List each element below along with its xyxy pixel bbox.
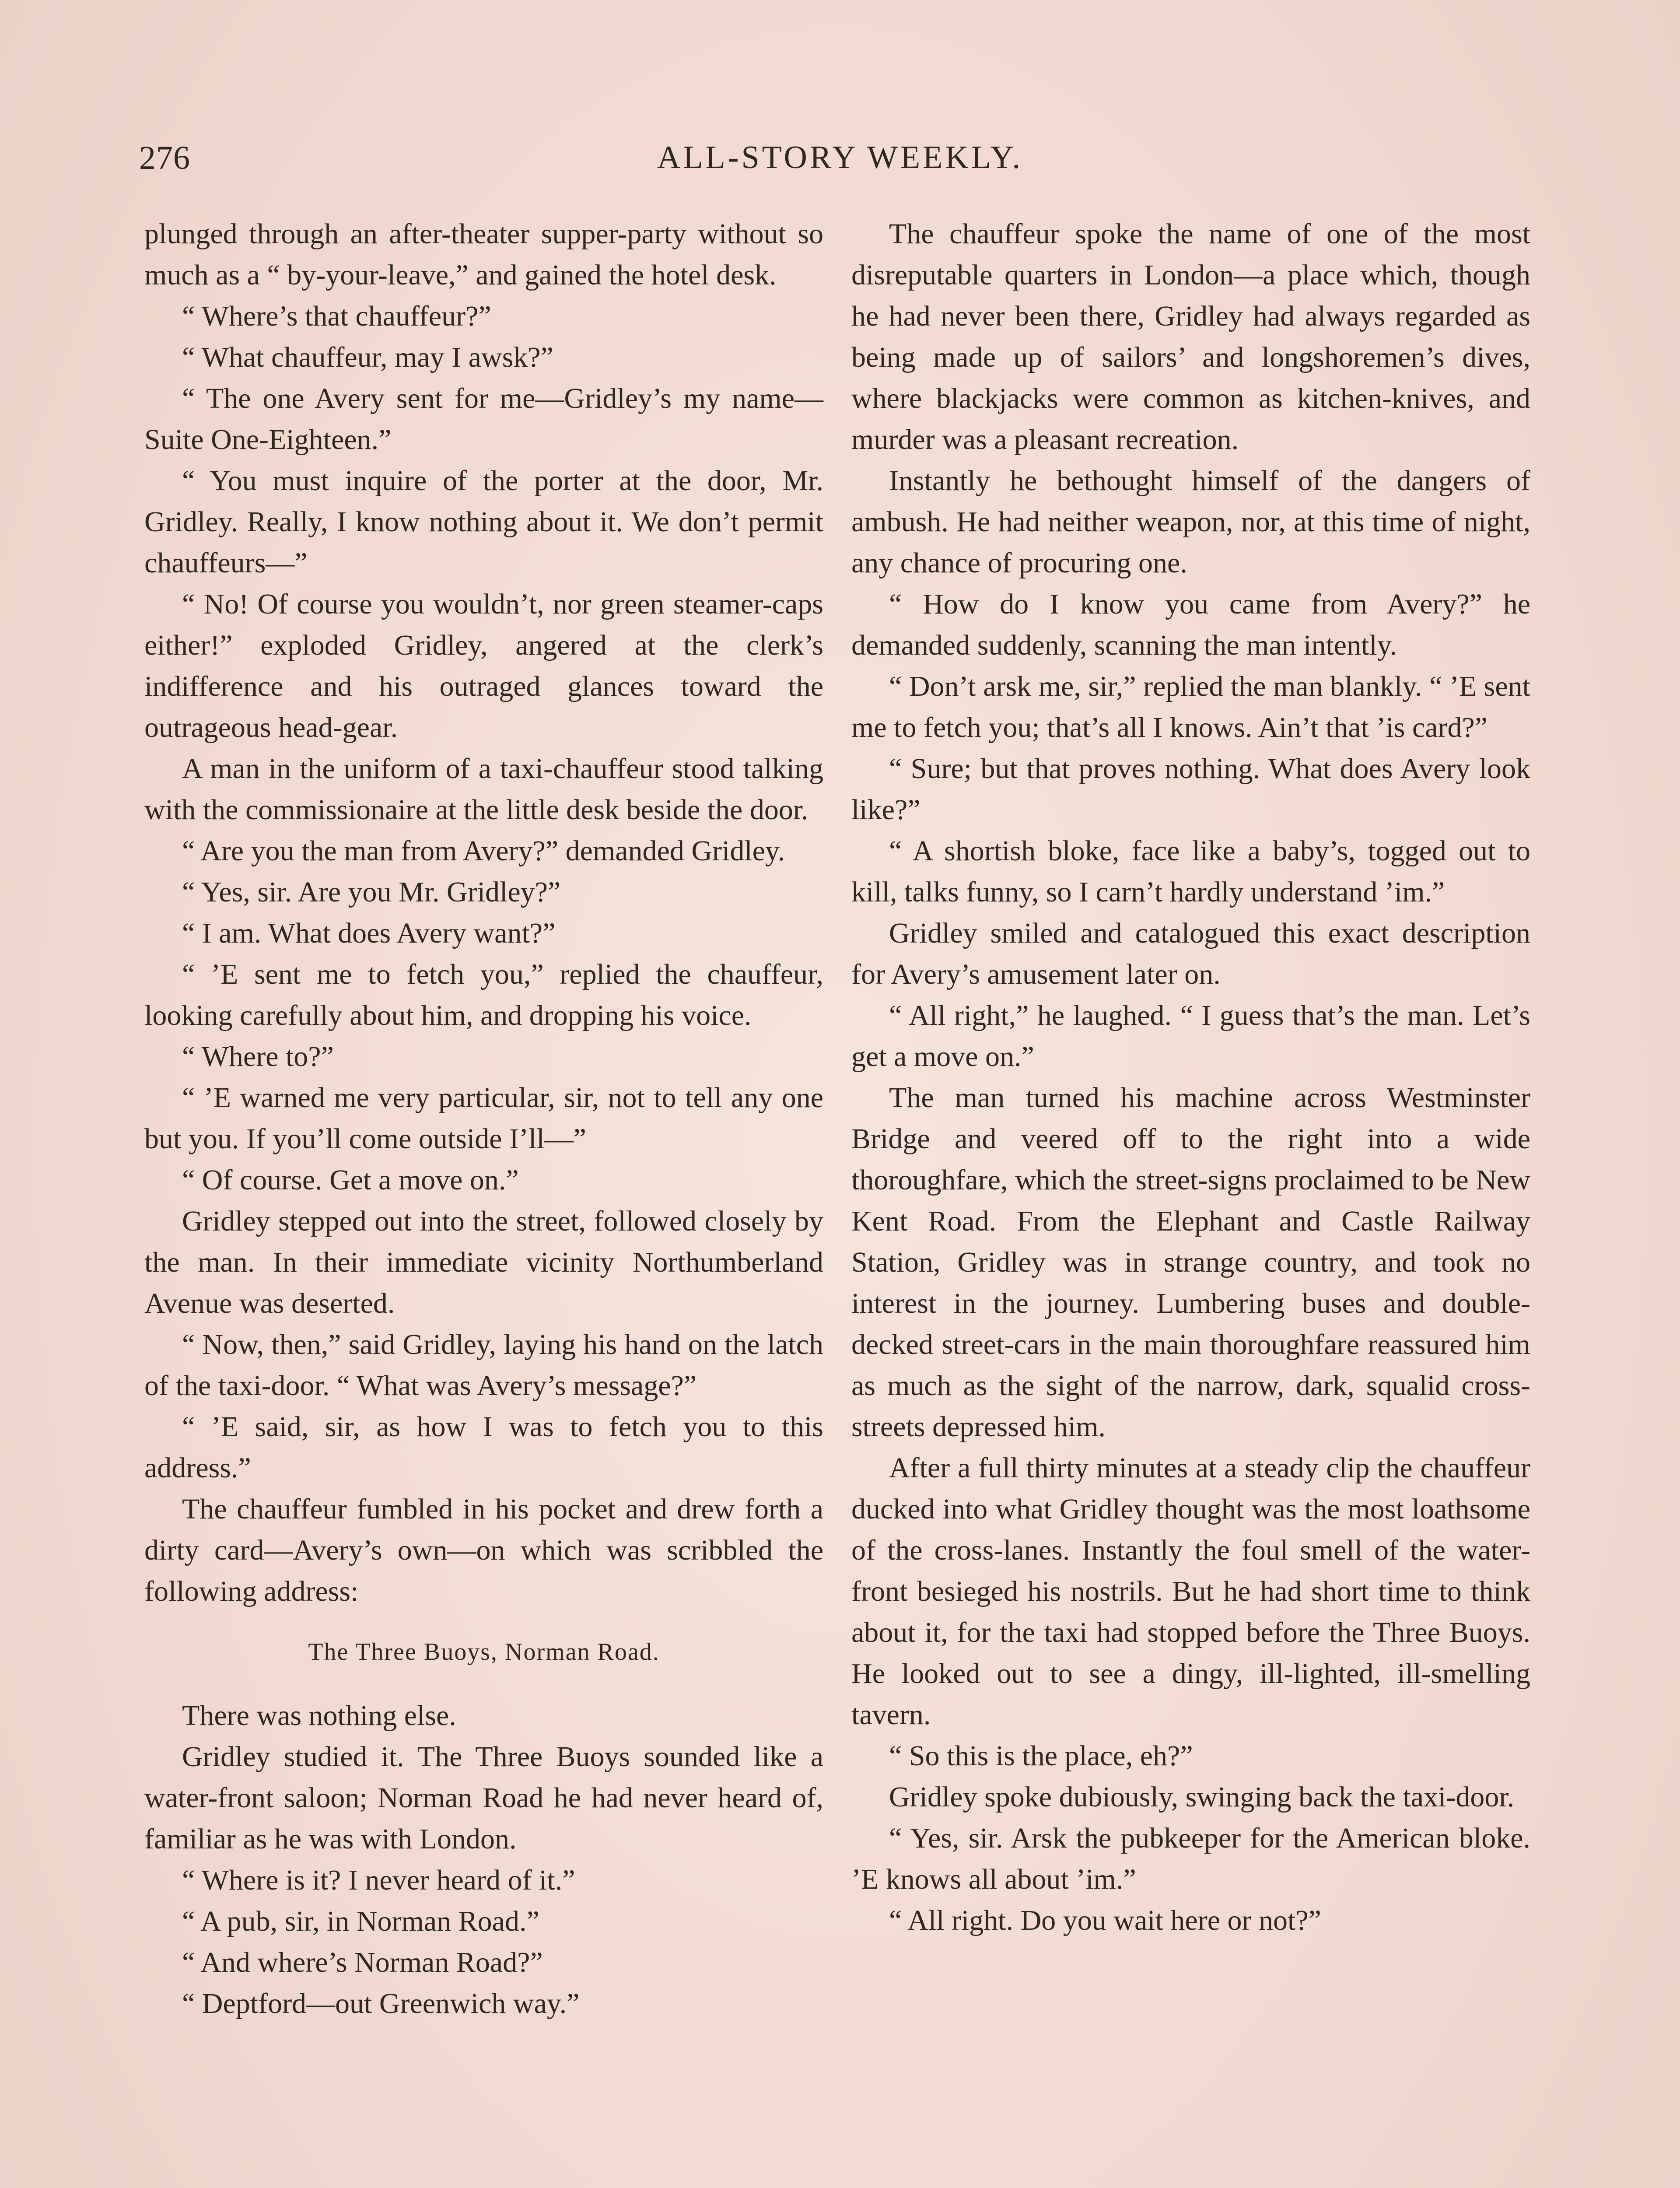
running-head: ALL-STORY WEEKLY. xyxy=(657,140,1023,175)
paragraph: Gridley studied it. The Three Buoys sounded like a water-front saloon; Norman Road he had never heard of, familiar as he was with London. xyxy=(144,1741,823,1855)
paragraph: “ ’E said, sir, as how I was to fetch you to this address.” xyxy=(144,1411,823,1484)
paragraph: “ Where to?” xyxy=(182,1041,334,1073)
paragraph: “ The one Avery sent for me—Gridley’s my name—Suite One-Eighteen.” xyxy=(144,382,823,456)
paragraph: “ A pub, sir, in Norman Road.” xyxy=(182,1905,539,1937)
paragraph: “ All right. Do you wait here or not?” xyxy=(889,1904,1321,1936)
paragraph: “ Are you the man from Avery?” demanded Gridley. xyxy=(182,835,785,867)
card-address: The Three Buoys, Norman Road. xyxy=(308,1638,660,1666)
paragraph: After a full thirty minutes at a steady clip the chauffeur ducked into what Gridley thought was the most loathsome of the cross-lanes. Instantly the foul smell of the water-front besieged his nostrils. But he had short time to think about it, for the taxi had stopped before the Three Buoys. He looked out to see a dingy, ill-lighted, ill-smelling tavern. xyxy=(851,1452,1530,1731)
paragraph: “ Sure; but that proves nothing. What does Avery look like?” xyxy=(851,753,1530,826)
page-number: 276 xyxy=(139,140,190,176)
paragraph: “ Of course. Get a move on.” xyxy=(182,1164,519,1196)
paragraph: “ ’E sent me to fetch you,” replied the chauffeur, looking carefully about him, and dropping his voice. xyxy=(144,958,823,1031)
paragraph: “ A shortish bloke, face like a baby’s, togged out to kill, talks funny, so I carn’t hardly understand ’im.” xyxy=(851,835,1530,908)
paragraph: “ Yes, sir. Arsk the pubkeeper for the American bloke. ’E knows all about ’im.” xyxy=(851,1822,1530,1895)
paragraph: “ Where is it? I never heard of it.” xyxy=(182,1864,575,1896)
paragraph: Gridley smiled and catalogued this exact description for Avery’s amusement later on. xyxy=(851,917,1530,990)
right-column xyxy=(851,214,1530,1941)
paragraph: “ Deptford—out Greenwich way.” xyxy=(182,1988,580,2020)
paragraph: “ ’E warned me very particular, sir, not to tell any one but you. If you’ll come outside I’ll—” xyxy=(144,1082,823,1155)
paragraph: There was nothing else. xyxy=(182,1700,456,1732)
paragraph: Gridley stepped out into the street, followed closely by the man. In their immediate vicinity Northumberland Avenue was deserted. xyxy=(144,1205,823,1319)
paragraph: “ No! Of course you wouldn’t, nor green steamer-caps either!” exploded Gridley, angered at the clerk’s indifference and his outraged glances toward the outrageous head-gear. xyxy=(144,588,823,743)
paragraph: “ Now, then,” said Gridley, laying his hand on the latch of the taxi-door. “ What was Avery’s message?” xyxy=(144,1329,823,1402)
paragraph: Gridley spoke dubiously, swinging back the taxi-door. xyxy=(889,1781,1515,1813)
paragraph: “ How do I know you came from Avery?” he demanded suddenly, scanning the man intently. xyxy=(851,588,1530,661)
paragraph: “ And where’s Norman Road?” xyxy=(182,1946,543,1978)
paragraph: “ You must inquire of the porter at the door, Mr. Gridley. Really, I know nothing about it. We don’t permit chauffeurs—” xyxy=(144,465,823,579)
paragraph: “ Yes, sir. Are you Mr. Gridley?” xyxy=(182,876,561,908)
left-column xyxy=(144,214,823,2024)
paragraph: The chauffeur fumbled in his pocket and drew forth a dirty card—Avery’s own—on which was scribbled the following address: xyxy=(144,1493,823,1607)
paragraph: “ Where’s that chauffeur?” xyxy=(182,300,491,332)
paragraph: The man turned his machine across Westminster Bridge and veered off to the right into a wide thoroughfare, which the street-signs proclaimed to be New Kent Road. From the Elephant and Castle Railway Station, Gridley was in strange country, and took no interest in the journey. Lumbering buses and double-decked street-cars in the main thoroughfare reassured him as much as the sight of the narrow, dark, squalid cross-streets depressed him. xyxy=(851,1082,1530,1443)
paragraph: “ Don’t arsk me, sir,” replied the man blankly. “ ’E sent me to fetch you; that’s all I knows. Ain’t that ’is card?” xyxy=(851,670,1530,743)
paragraph: “ So this is the place, eh?” xyxy=(889,1740,1193,1772)
paragraph: “ What chauffeur, may I awsk?” xyxy=(182,341,553,373)
paragraph: A man in the uniform of a taxi-chauffeur stood talking with the commissionaire at the little desk beside the door. xyxy=(144,753,823,826)
paragraph: plunged through an after-theater supper-party without so much as a “ by-your-leave,” and gained the hotel desk. xyxy=(144,218,823,291)
paragraph: The chauffeur spoke the name of one of the most disreputable quarters in London—a place which, though he had never been there, Gridley had always regarded as being made up of sailors’ and longshoremen’s dives, where blackjacks were common as kitchen-knives, and murder was a pleasant recreation. xyxy=(851,218,1530,456)
paragraph: “ All right,” he laughed. “ I guess that’s the man. Let’s get a move on.” xyxy=(851,999,1530,1073)
paragraph: “ I am. What does Avery want?” xyxy=(182,917,556,949)
paragraph: Instantly he bethought himself of the dangers of ambush. He had neither weapon, nor, at this time of night, any chance of procuring one. xyxy=(851,465,1530,579)
